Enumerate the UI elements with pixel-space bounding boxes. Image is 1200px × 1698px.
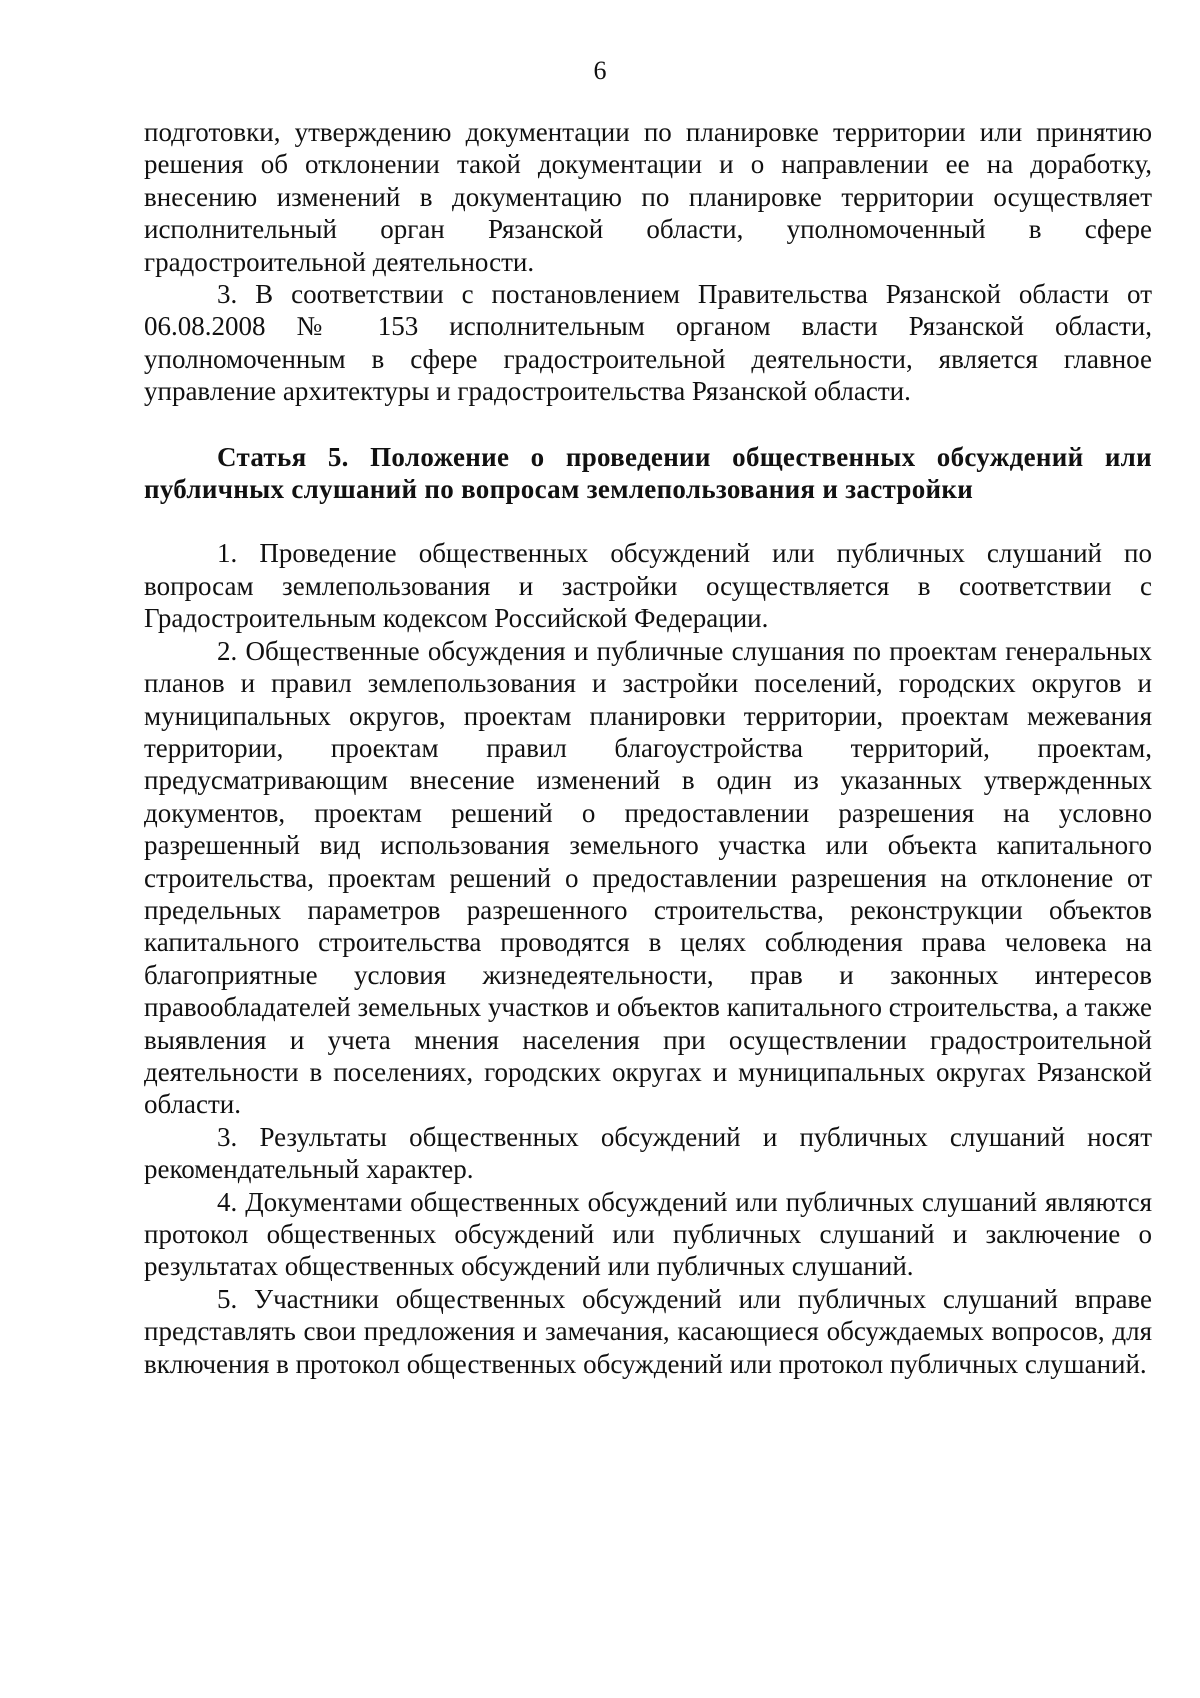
page-number: 6 <box>593 56 607 85</box>
article-paragraph-1: 1. Проведение общественных обсуждений или публичных слушаний по вопросам землепользования и застройки осуществляется в соответствии с Градостроительным кодексом Российской Федерации. <box>144 538 1152 634</box>
paragraph-continued: подготовки, утверждению документации по планировке территории или принятию решения об отклонении такой документации и о направлении ее на доработку, внесению изменений в документацию по планировке территории осуществляет исполнительный орган Рязанской области, уполномоченный в сфере градостроительной деятельности. <box>144 117 1152 277</box>
page-content <box>144 116 1152 1380</box>
article-paragraph-5: 5. Участники общественных обсуждений или публичных слушаний вправе представлять свои предложения и замечания, касающиеся обсуждаемых вопросов, для включения в протокол общественных обсуждений или протокол публичных слушаний. <box>144 1283 1152 1379</box>
article-5-heading: Статья 5. Положение о проведении общественных обсуждений или публичных слушаний по вопросам землепользования и застройки <box>144 441 1152 505</box>
paragraph-item-3: 3. В соответствии с постановлением Правительства Рязанской области от 06.08.2008 № 153 исполнительным органом власти Рязанской области, уполномоченным в сфере градостроительной деятельности, является главное управление архитектуры и градостроительства Рязанской области. <box>144 279 1152 407</box>
article-paragraph-2: 2. Общественные обсуждения и публичные слушания по проектам генеральных планов и правил землепользования и застройки поселений, городских округов и муниципальных округов, проектам планировки территории, проектам межевания территории, проектам правил благоустройства территорий, проектам, предусматривающим внесение изменений в один из указанных утвержденных документов, проектам решений о предоставлении разрешения на условно разрешенный вид использования земельного участка или объекта капитального строительства, проектам решений о предоставлении разрешения на отклонение от предельных параметров разрешенного строительства, реконструкции объектов капитального строительства проводятся в целях соблюдения права человека на благоприятные условия жизнедеятельности, прав и законных интересов правообладателей земельных участков и объектов капитального строительства, а также выявления и учета мнения населения при осуществлении градостроительной деятельности в поселениях, городских округах и муниципальных округах Рязанской области. <box>144 635 1152 1120</box>
article-paragraph-4: 4. Документами общественных обсуждений или публичных слушаний являются протокол общественных обсуждений или публичных слушаний и заключение о результатах общественных обсуждений или публичных слушаний. <box>144 1186 1152 1282</box>
article-paragraph-3: 3. Результаты общественных обсуждений и публичных слушаний носят рекомендательный характер. <box>144 1121 1152 1185</box>
